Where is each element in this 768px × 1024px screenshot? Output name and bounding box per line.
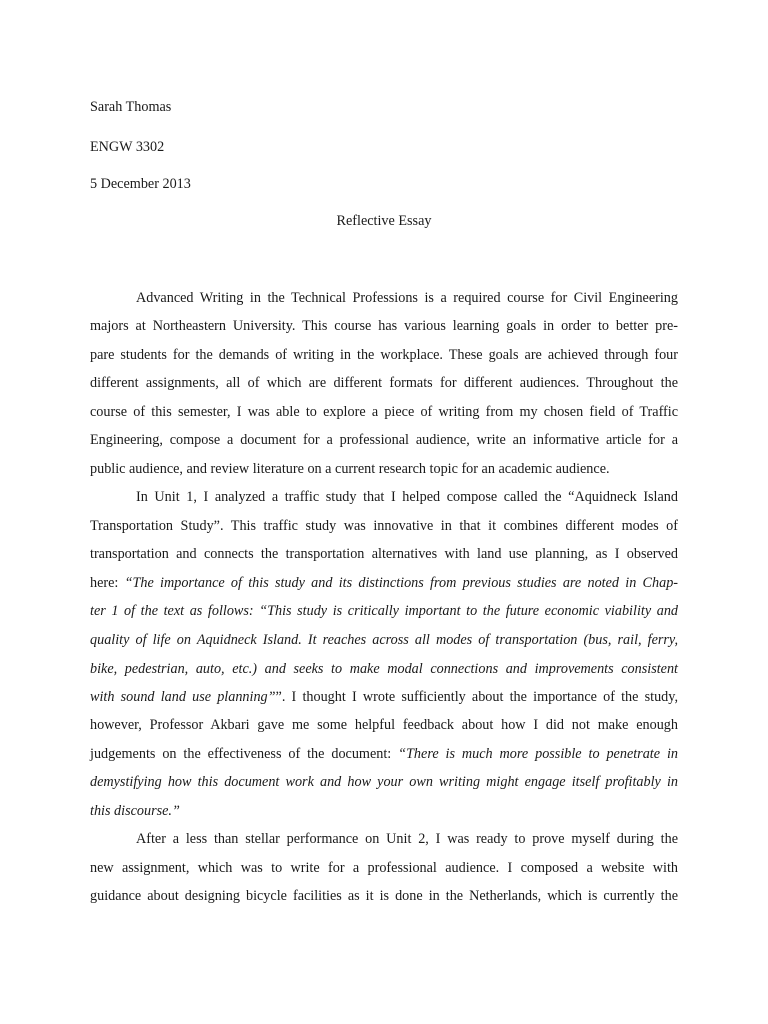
- quoted-line: quality of life on Aquidneck Island. It reaches across all modes of transportation (bus, rail, ferry,: [90, 632, 678, 648]
- quoted-line: bike, pedestrian, auto, etc.) and seeks to make modal connections and improvements consistent: [90, 661, 678, 677]
- paragraph-line: transportation and connects the transportation alternatives with land use planning, as I observed: [90, 546, 678, 562]
- paragraph-line: new assignment, which was to write for a professional audience. I composed a website with: [90, 860, 678, 876]
- essay-date: 5 December 2013: [90, 176, 191, 192]
- text-run: here:: [90, 575, 125, 591]
- paragraph-line: Advanced Writing in the Technical Professions is a required course for Civil Engineering: [136, 290, 678, 306]
- paragraph-line: public audience, and review literature on a current research topic for an academic audience.: [90, 461, 610, 477]
- paragraph-line: course of this semester, I was able to explore a piece of writing from my chosen field of Traffic: [90, 404, 678, 420]
- paragraph-line: [90, 687, 678, 707]
- paragraph-line: [90, 744, 678, 764]
- quoted-text: with sound land use planning”: [90, 689, 276, 705]
- paragraph-line: pare students for the demands of writing in the workplace. These goals are achieved through four: [90, 347, 678, 363]
- author-name: Sarah Thomas: [90, 99, 172, 115]
- paragraph-line: Engineering, compose a document for a professional audience, write an informative article for a: [90, 432, 678, 448]
- quoted-text: “The importance of this study and its distinctions from previous studies are noted in Chap-: [124, 575, 679, 591]
- quoted-line: this discourse.”: [90, 803, 180, 819]
- paragraph-line: In Unit 1, I analyzed a traffic study that I helped compose called the “Aquidneck Island: [136, 489, 678, 505]
- text-run: judgements on the effectiveness of the document:: [90, 746, 399, 762]
- paragraph-line: After a less than stellar performance on Unit 2, I was ready to prove myself during the: [136, 831, 678, 847]
- course-code: ENGW 3302: [90, 139, 165, 155]
- paragraph-line: majors at Northeastern University. This course has various learning goals in order to better pre-: [90, 318, 678, 334]
- quoted-line: demystifying how this document work and how your own writing might engage itself profitably in: [90, 774, 678, 790]
- paragraph-line: however, Professor Akbari gave me some helpful feedback about how I did not make enough: [90, 717, 678, 733]
- quoted-text: “There is much more possible to penetrate in: [398, 746, 678, 762]
- paragraph-line: guidance about designing bicycle facilities as it is done in the Netherlands, which is currently the: [90, 888, 678, 904]
- text-run: ”. I thought I wrote sufficiently about the importance of the study,: [275, 689, 678, 705]
- paragraph-line: [90, 573, 678, 593]
- paragraph-line: Transportation Study”. This traffic study was innovative in that it combines different modes of: [90, 518, 678, 534]
- paragraph-line: different assignments, all of which are different formats for different audiences. Throughout the: [90, 375, 678, 391]
- essay-title: Reflective Essay: [336, 213, 432, 229]
- quoted-line: ter 1 of the text as follows: “This study is critically important to the future economic viability and: [90, 603, 678, 619]
